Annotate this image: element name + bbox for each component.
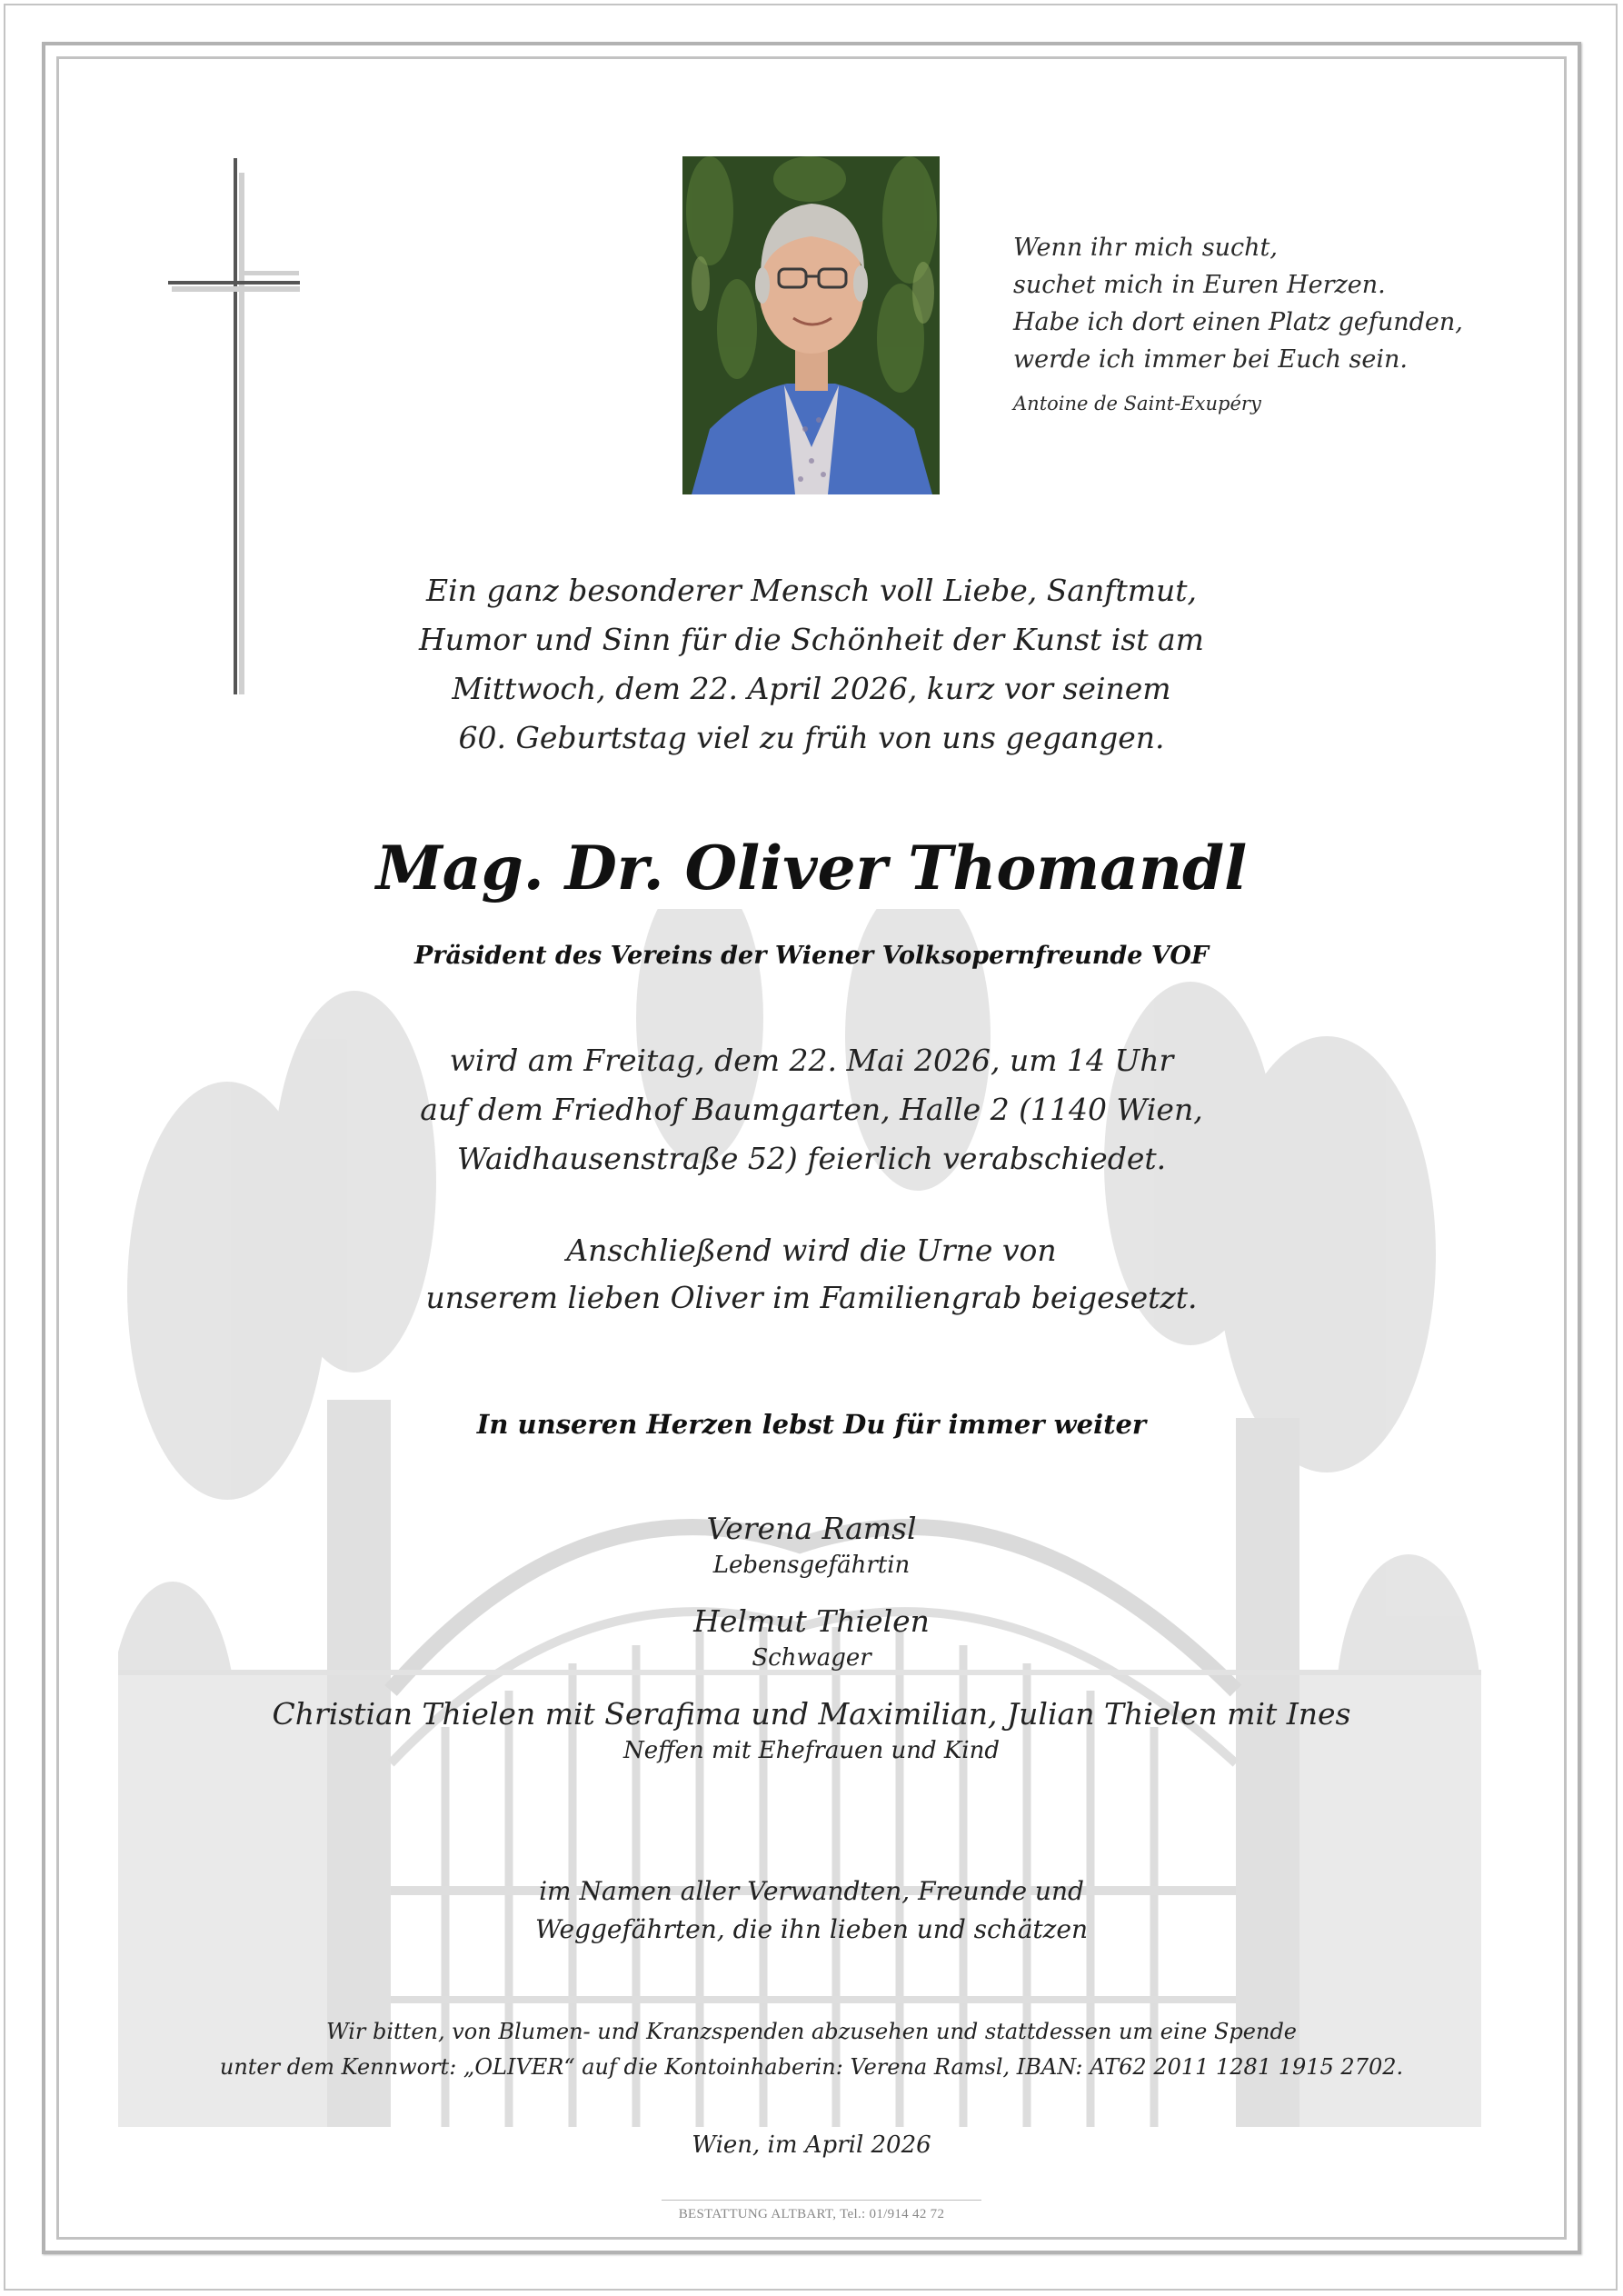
- intro-line: Ein ganz besonderer Mensch voll Liebe, Sanftmut,: [425, 573, 1198, 608]
- memorial-quote: [1013, 229, 1522, 423]
- intro-line: Mittwoch, dem 22. April 2026, kurz vor seinem: [452, 671, 1171, 706]
- mourner-entry: [0, 1694, 1623, 1767]
- donation-line: unter dem Kennwort: „OLIVER“ auf die Kontoinhaberin: Verena Ramsl, IBAN: AT62 2011 1281 1915 2702.: [219, 2054, 1404, 2080]
- quote-author: Antoine de Saint-Exupéry: [1013, 393, 1261, 414]
- mourner-name: Verena Ramsl: [706, 1511, 917, 1546]
- ceremony-line: Waidhausenstraße 52) feierlich verabschiedet.: [456, 1141, 1167, 1176]
- urn-line: Anschließend wird die Urne von: [566, 1233, 1057, 1268]
- footer-divider: [662, 2200, 981, 2201]
- quote-line: werde ich immer bei Euch sein.: [1013, 345, 1408, 374]
- behalf-paragraph: [0, 1872, 1623, 1949]
- quote-line: Habe ich dort einen Platz gefunden,: [1013, 308, 1463, 336]
- mourner-entry: [0, 1602, 1623, 1674]
- quote-line: Wenn ihr mich sucht,: [1013, 234, 1278, 262]
- urn-paragraph: [0, 1227, 1623, 1322]
- urn-line: unserem lieben Oliver im Familiengrab beigesetzt.: [425, 1280, 1198, 1315]
- deceased-name: Mag. Dr. Oliver Thomandl: [375, 833, 1248, 903]
- mourner-relation: Schwager: [752, 1644, 871, 1672]
- mourner-name: Christian Thielen mit Serafima und Maximilian, Julian Thielen mit Ines: [272, 1696, 1351, 1732]
- intro-paragraph: [0, 566, 1623, 763]
- behalf-line: Weggefährten, die ihn lieben und schätzen: [534, 1914, 1089, 1944]
- place-date: Wien, im April 2026: [692, 2131, 931, 2159]
- ceremony-line: wird am Freitag, dem 22. Mai 2026, um 14 Uhr: [449, 1043, 1174, 1078]
- intro-line: 60. Geburtstag viel zu früh von uns gegangen.: [458, 720, 1165, 755]
- ceremony-line: auf dem Friedhof Baumgarten, Halle 2 (1140 Wien,: [420, 1092, 1203, 1127]
- motto: In unseren Herzen lebst Du für immer weiter: [476, 1409, 1147, 1440]
- behalf-line: im Namen aller Verwandten, Freunde und: [539, 1876, 1084, 1906]
- mourner-relation: Lebensgefährtin: [712, 1552, 911, 1579]
- mourners-list: [0, 1509, 1623, 1787]
- mourner-relation: Neffen mit Ehefrauen und Kind: [623, 1737, 1000, 1764]
- ceremony-paragraph: [0, 1036, 1623, 1183]
- donation-line: Wir bitten, von Blumen- und Kranzspenden abzusehen und stattdessen um eine Spende: [325, 2019, 1298, 2044]
- deceased-role: Präsident des Vereins der Wiener Volksopernfreunde VOF: [413, 942, 1210, 970]
- portrait-photo: [682, 156, 940, 494]
- funeral-home-footer: BESTATTUNG ALTBART, Tel.: 01/914 42 72: [678, 2207, 945, 2221]
- intro-line: Humor und Sinn für die Schönheit der Kunst ist am: [419, 622, 1204, 657]
- mourner-name: Helmut Thielen: [693, 1603, 930, 1639]
- donation-request: [0, 2014, 1623, 2085]
- mourner-entry: [0, 1509, 1623, 1582]
- quote-line: suchet mich in Euren Herzen.: [1013, 271, 1386, 299]
